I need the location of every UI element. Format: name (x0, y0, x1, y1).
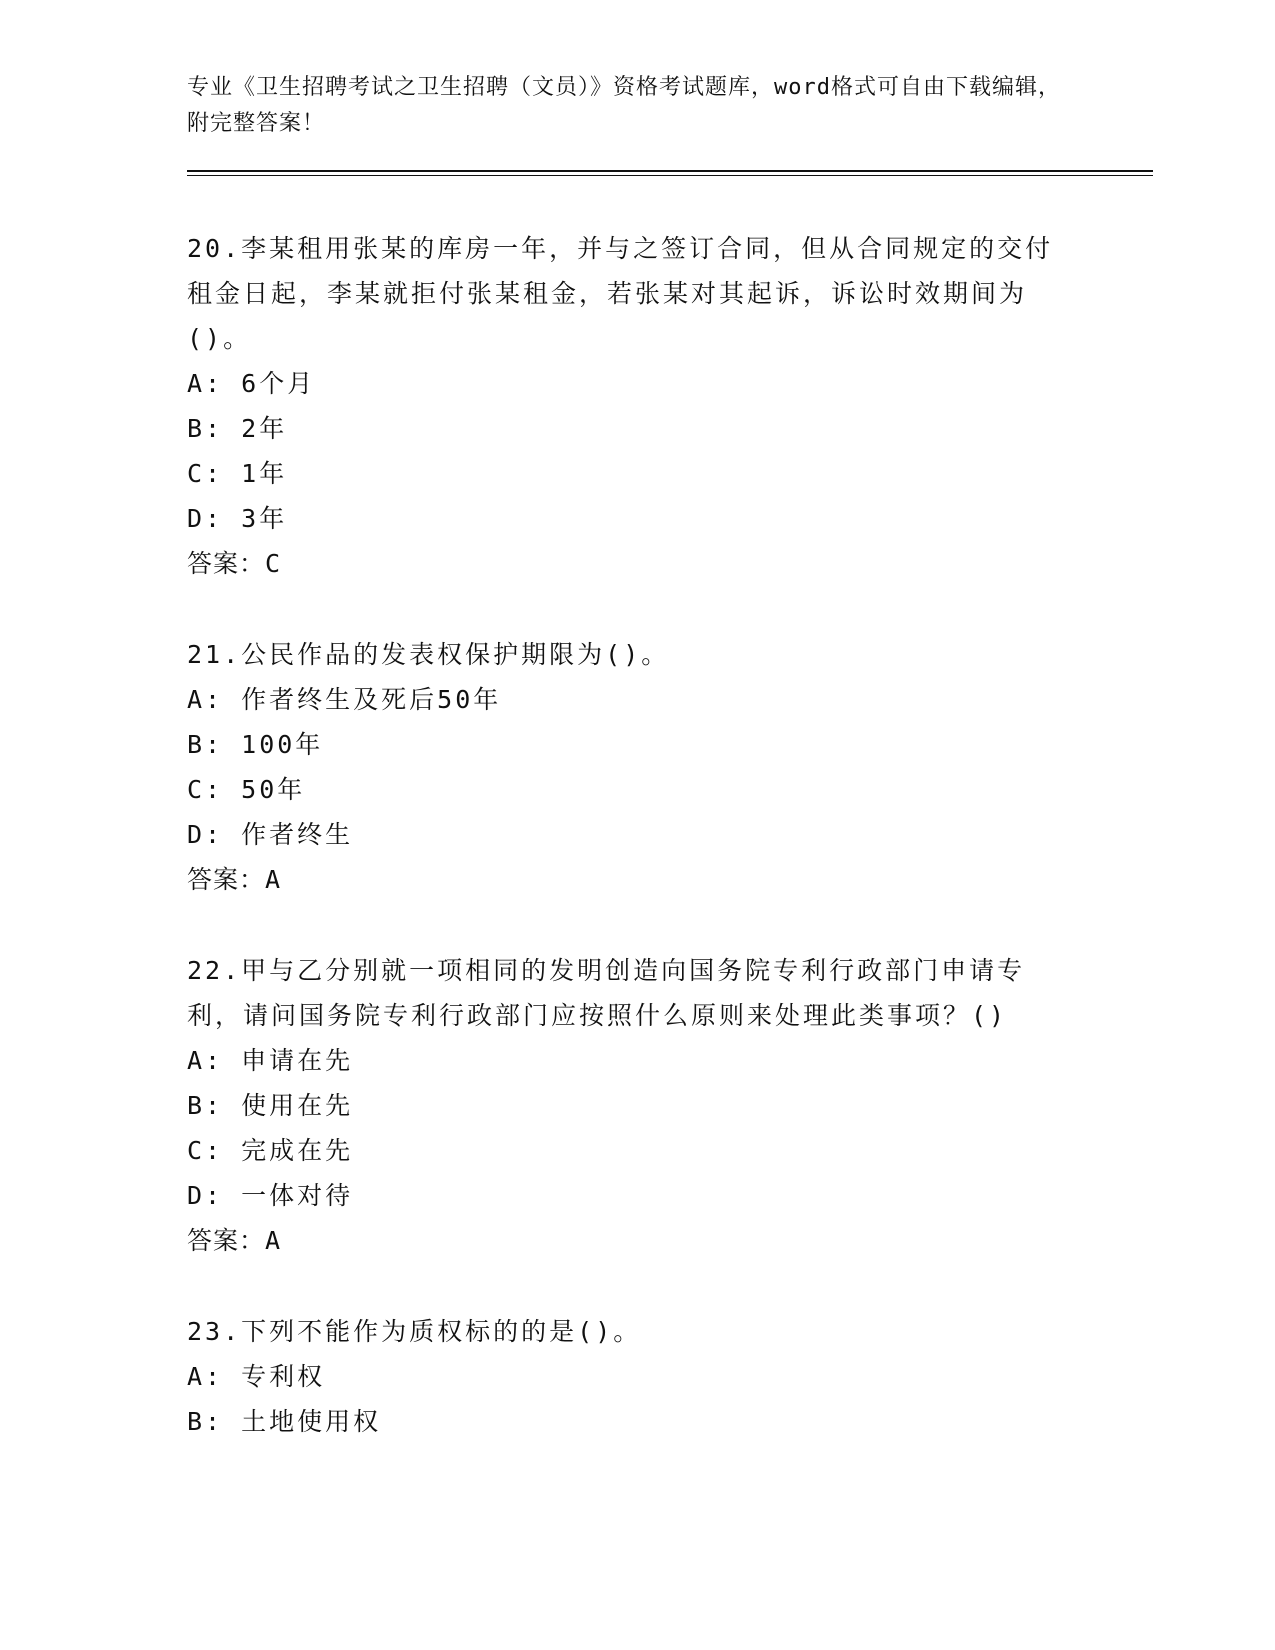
answer: 答案：A (187, 1226, 282, 1255)
option-c: C: 50年 (187, 775, 306, 804)
question-stem: 23.下列不能作为质权标的的是()。 (187, 1317, 642, 1346)
option-a: A: 申请在先 (187, 1046, 354, 1075)
option-a: A: 作者终生及死后50年 (187, 685, 502, 714)
answer: 答案：C (187, 549, 282, 578)
option-a: A: 6个月 (187, 369, 316, 398)
question-22 (187, 948, 1153, 1263)
question-23 (187, 1309, 1153, 1444)
question-20 (187, 226, 1153, 586)
option-c: C: 1年 (187, 459, 288, 488)
option-b: B: 100年 (187, 730, 324, 759)
option-b: B: 使用在先 (187, 1091, 354, 1120)
question-21 (187, 632, 1153, 902)
question-list (187, 226, 1153, 1444)
option-b: B: 2年 (187, 414, 288, 443)
answer: 答案：A (187, 865, 282, 894)
option-a: A: 专利权 (187, 1362, 326, 1391)
question-stem: 21.公民作品的发表权保护期限为()。 (187, 640, 670, 669)
question-stem: 22.甲与乙分别就一项相同的发明创造向国务院专利行政部门申请专利，请问国务院专利行政部门应按照什么原则来处理此类事项？() (187, 956, 1026, 1030)
option-d: D: 一体对待 (187, 1181, 354, 1210)
question-stem: 20.李某租用张某的库房一年，并与之签订合同，但从合同规定的交付租金日起，李某就拒付张某租金，若张某对其起诉，诉讼时效期间为()。 (187, 234, 1054, 353)
document-header: 专业《卫生招聘考试之卫生招聘（文员）》资格考试题库，word格式可自由下载编辑，附完整答案！ (187, 75, 1061, 136)
document-page (187, 70, 1153, 1490)
option-b: B: 土地使用权 (187, 1407, 382, 1436)
option-c: C: 完成在先 (187, 1136, 354, 1165)
option-d: D: 作者终生 (187, 820, 354, 849)
option-d: D: 3年 (187, 504, 288, 533)
header-divider (187, 170, 1153, 176)
